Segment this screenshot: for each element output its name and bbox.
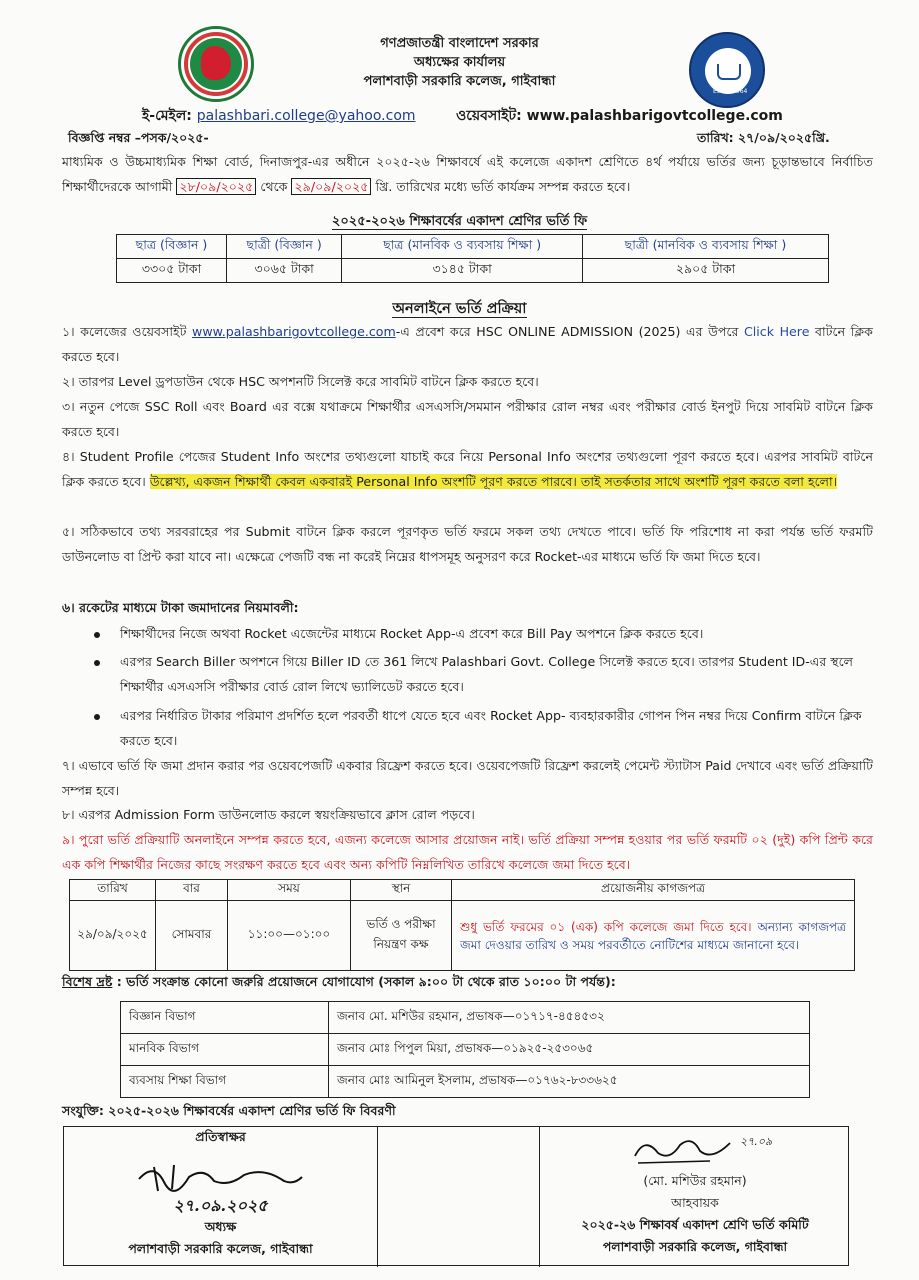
convener-committee: ২০২৫-২৬ শিক্ষাবর্ষ একাদশ শ্রেণি ভর্তি কমিটি: [581, 1217, 809, 1232]
website-link[interactable]: www.palashbarigovtcollege.com: [526, 108, 783, 124]
special-note: বিশেষ দ্রষ্ট : ভর্তি সংক্রান্ত কোনো জরুরি প্রয়োজনে যোগাযোগ (সকাল ৯:০০ টা থেকে রাত ১০:০০ টা পর্যন্ত):: [62, 974, 616, 989]
fee-value-cell: ৩০৬৫ টাকা: [226, 259, 341, 283]
email-link[interactable]: palashbari.college@yahoo.com: [196, 108, 416, 124]
principal-signature-icon: [134, 1157, 304, 1197]
website-link-step1[interactable]: www.palashbarigovtcollege.com: [192, 324, 396, 339]
contact-table: [120, 1001, 810, 1098]
schedule-header: সময়: [228, 880, 351, 901]
schedule-docs: শুধু ভর্তি ফরমের ০১ (এক) কপি কলেজে জমা দিতে হবে। অন্যান্য কাগজপত্র জমা দেওয়ার তারিখ ও সময় পরবর্তীতে নোটিশের মাধ্যমে জানানো হবে।: [452, 901, 855, 971]
fee-table: [116, 234, 829, 283]
principal-title: অধ্যক্ষ: [204, 1219, 237, 1234]
step-9: ৯। পুরো ভর্তি প্রক্রিয়াটি অনলাইনে সম্পন্ন করতে হবে, এজন্য কলেজে আসার প্রয়োজন নাই। ভর্তি প্রক্রিয়া সম্পন্ন হওয়ার পর ভর্তি ফরমটি ০২ (দুই) কপি প্রিন্ট করে এক কপি শিক্ষার্থীর নিজের কাছে সংরক্ষণ করতে হবে এবং অন্য কপিটি নিম্নলিখিত তারিখে কলেজে জমা দিতে হবে।: [62, 832, 873, 872]
online-process-title: অনলাইনে ভর্তি প্রক্রিয়া: [392, 301, 527, 317]
countersign-label: প্রতিস্বাক্ষর: [195, 1129, 246, 1144]
website-label: ওয়েবসাইট:: [456, 108, 522, 124]
step-6: ৬। রকেটের মাধ্যমে টাকা জমাদানের নিয়মাবলী:: [62, 600, 299, 615]
schedule-header: প্রয়োজনীয় কাগজপত্র: [452, 880, 855, 901]
schedule-day: সোমবার: [156, 901, 228, 971]
rocket-step-3: এরপর নির্ধারিত টাকার পরিমাণ প্রদর্শিত হলে পরবর্তী ধাপে যেতে হবে এবং Rocket App- ব্যবহারকারীর গোপন পিন নম্বর দিয়ে Confirm বাটনে ক্লিক করতে হবে।: [92, 704, 873, 753]
fee-header-cell: ছাত্র (মানবিক ও ব্যবসায় শিক্ষা ): [342, 235, 583, 259]
email-line: [142, 104, 416, 128]
fee-value-cell: ৩১৪৫ টাকা: [342, 259, 583, 283]
principal-block: [64, 1127, 378, 1267]
date-to: ২৯/০৯/২০২৫: [291, 178, 371, 195]
step-3: ৩। নতুন পেজে SSC Roll এবং Board এর বক্সে যথাক্রমে শিক্ষার্থীর এসএসসি/সমমান পরীক্ষার রোল নম্বর এবং পরীক্ষার বোর্ড ইনপুট দিয়ে সাবমিট বাটনে ক্লিক করতে হবে।: [62, 399, 873, 439]
convener-signature-icon: [630, 1131, 740, 1167]
intro-text-b: থেকে: [260, 178, 288, 194]
date-from: ২৮/০৯/২০২৫: [176, 178, 256, 195]
fee-header-cell: ছাত্র (বিজ্ঞান ): [117, 235, 227, 259]
schedule-place: ভর্তি ও পরীক্ষা নিয়ন্ত্রণ কক্ষ: [351, 901, 452, 971]
step-5: ৫। সঠিকভাবে তথ্য সরবরাহের পর Submit বাটনে ক্লিক করলে পূরণকৃত ভর্তি ফরমে সকল তথ্য দেখতে পাবে। ভর্তি ফি পরিশোধ না করা পর্যন্ত ভর্তি ফরমটি ডাউনলোড বা প্রিন্ট করা যাবে না। এক্ষেত্রে পেজটি বন্ধ না করেই নিম্নের ধাপসমূহ অনুসরণ করে Rocket-এর মাধ্যমে ভর্তি ফি জমা দিতে হবে।: [62, 524, 873, 564]
convener-signed-date: ২৭.০৯: [740, 1135, 773, 1148]
intro-paragraph: [62, 150, 873, 199]
principal-signed-date: ২৭.০৯.২০২৫: [173, 1196, 268, 1215]
header-college: পলাশবাড়ী সরকারি কলেজ, গাইবান্ধা: [363, 74, 556, 89]
contact-person: জনাব মোঃ আমিনুল ইসলাম, প্রভাষক—০১৭৬২-৮৩৩৬২৫: [329, 1066, 810, 1098]
convener-block: [540, 1127, 850, 1267]
bullet-icon: [94, 714, 100, 720]
contact-dept: ব্যবসায় শিক্ষা বিভাগ: [121, 1066, 329, 1098]
schedule-date: ২৯/০৯/২০২৫: [70, 901, 156, 971]
contact-person: জনাব মোঃ পিপুল মিয়া, প্রভাষক—০১৯২৫-২৫৩০৬৫: [329, 1034, 810, 1066]
personal-info-warning: উল্লেখ্য, একজন শিক্ষার্থী কেবল একবারই Personal Info অংশটি পূরণ করতে পারবে। তাই সতর্কতার সাথে অংশটি পূরণ করতে বলা হলো।: [149, 473, 838, 489]
email-label: ই-মেইল:: [142, 108, 192, 124]
signature-empty-cell: [378, 1127, 540, 1267]
rocket-step-2: এরপর Search Biller অপশনে গিয়ে Biller ID তে 361 লিখে Palashbari Govt. College সিলেক্ট করতে হবে। তারপর Student ID-এর স্থলে শিক্ষার্থীর এসএসসি পরীক্ষার বোর্ড রোল লিখে ভ্যালিডেট করতে হবে।: [92, 650, 873, 699]
special-label: বিশেষ দ্রষ্ট: [62, 974, 113, 989]
bullet-icon: [94, 660, 100, 666]
convener-name: (মো. মশিউর রহমান): [643, 1173, 747, 1188]
rocket-step-1: শিক্ষার্থীদের নিজে অথবা Rocket এজেন্টের মাধ্যমে Rocket App-এ প্রবেশ করে Bill Pay অপশনে ক্লিক করতে হবে।: [92, 622, 873, 647]
signature-area: [63, 1126, 849, 1266]
bullet-icon: [94, 632, 100, 638]
schedule-header: তারিখ: [70, 880, 156, 901]
intro-text-a: মাধ্যমিক ও উচ্চমাধ্যমিক শিক্ষা বোর্ড, দিনাজপুর-এর অধীনে ২০২৫-২৬ শিক্ষাবর্ষে এই কলেজে একাদশ শ্রেণিতে ৪র্থ পর্যায়ে ভর্তির জন্য চূড়ান্তভাবে নির্বাচিত শিক্ষার্থীদেরকে আগামী: [62, 154, 873, 194]
notice-date: তারিখ: ২৭/০৯/২০২৫খ্রি.: [697, 130, 830, 145]
click-here-text: Click Here: [744, 324, 810, 339]
step-7: ৭। এভাবে ভর্তি ফি জমা প্রদান করার পর ওয়েবপেজটি একবার রিফ্রেশ করতে হবে। ওয়েবপেজটি রিফ্রেশ করলেই পেমেন্ট স্ট্যাটাস Paid দেখাবে এবং ভর্তি প্রক্রিয়াটি সম্পন্ন হবে।: [62, 758, 873, 798]
step-4: ৪। Student Profile পেজের Student Info অংশের তথ্যগুলো যাচাই করে নিয়ে Personal Info অংশের তথ্যগুলো পূরণ করতে হবে। এরপর সাবমিট বাটনে ক্লিক করতে হবে। উল্লেখ্য, একজন শিক্ষার্থী কেবল একবারই Personal Info অংশটি পূরণ করতে পারবে। তাই সতর্কতার সাথে অংশটি পূরণ করতে বলা হলো।: [62, 449, 873, 489]
principal-college: পলাশবাড়ী সরকারি কলেজ, গাইবান্ধা: [128, 1241, 313, 1256]
convener-title: আহবায়ক: [671, 1195, 719, 1210]
fee-value-cell: ৩৩০৫ টাকা: [117, 259, 227, 283]
header-office: অধ্যক্ষের কার্যালয়: [413, 55, 506, 70]
contact-dept: মানবিক বিভাগ: [121, 1034, 329, 1066]
header-govt: গণপ্রজাতন্ত্রী বাংলাদেশ সরকার: [380, 36, 539, 51]
intro-text-c: খ্রি. তারিখের মধ্যে ভর্তি কার্যক্রম সম্পন্ন করতে হবে।: [375, 178, 631, 194]
fee-table-caption: ২০২৫-২০২৬ শিক্ষাবর্ষের একাদশ শ্রেণির ভর্তি ফি: [331, 214, 588, 229]
notice-ref-no: বিজ্ঞপ্তি নম্বর –পসক/২০২৫-: [68, 130, 209, 145]
submission-schedule-table: [69, 879, 855, 971]
fee-value-cell: ২৯০৫ টাকা: [582, 259, 828, 283]
schedule-header: বার: [156, 880, 228, 901]
step-1: ১। কলেজের ওয়েবসাইট www.palashbarigovtcollege.com-এ প্রবেশ করে HSC ONLINE ADMISSION (2025) এর উপরে Click Here বাটনে ক্লিক করতে হবে।: [62, 324, 873, 364]
fee-header-cell: ছাত্রী (বিজ্ঞান ): [226, 235, 341, 259]
website-line: [456, 104, 783, 128]
contact-dept: বিজ্ঞান বিভাগ: [121, 1002, 329, 1034]
convener-college: পলাশবাড়ী সরকারি কলেজ, গাইবান্ধা: [602, 1239, 788, 1254]
schedule-time: ১১:০০—০১:০০: [228, 901, 351, 971]
step-2: ২। তারপর Level ড্রপডাউন থেকে HSC অপশনটি সিলেক্ট করে সাবমিট বাটনে ক্লিক করতে হবে।: [62, 374, 539, 389]
attachment-line: সংযুক্তি: ২০২৫-২০২৬ শিক্ষাবর্ষের একাদশ শ্রেণির ভর্তি ফি বিবরণী: [62, 1103, 396, 1118]
fee-header-cell: ছাত্রী (মানবিক ও ব্যবসায় শিক্ষা ): [582, 235, 828, 259]
schedule-header: স্থান: [351, 880, 452, 901]
step-8: ৮। এরপর Admission Form ডাউনলোড করলে স্বয়ংক্রিয়ভাবে ক্লাস রোল পড়বে।: [62, 807, 475, 822]
logo-est-text: Estd - 1964: [713, 88, 748, 95]
contact-person: জনাব মো. মশিউর রহমান, প্রভাষক—০১৭১৭-৪৫৪৫৩২: [329, 1002, 810, 1034]
